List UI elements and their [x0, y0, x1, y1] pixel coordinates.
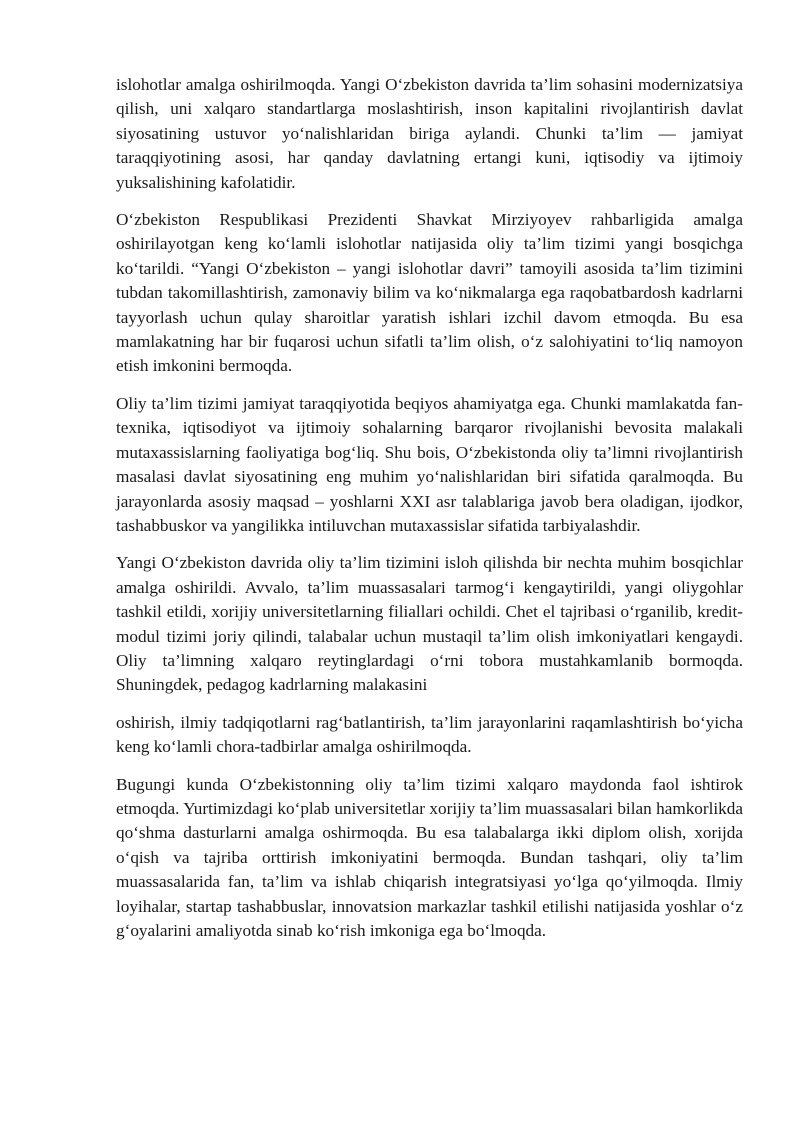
paragraph-1: islohotlar amalga oshirilmoqda. Yangi O‘zbekiston davrida ta’lim sohasini modernizatsiya qilish, uni xalqaro standartlarga moslashtirish, inson kapitalini rivojlantirish davlat siyosatining ustuvor yo‘nalishlaridan biriga aylandi. Chunki ta’lim — jamiyat taraqqiyotining asosi, har qanday davlatning ertangi kuni, iqtisodiy va ijtimoiy yuksalishining kafolatidir.	[116, 75, 743, 192]
document-body	[116, 73, 743, 956]
paragraph-5: oshirish, ilmiy tadqiqotlarni rag‘batlantirish, ta’lim jarayonlarini raqamlashtirish bo‘yicha keng ko‘lamli chora-tadbirlar amalga oshirilmoqda.	[116, 712, 743, 757]
paragraph-4: Yangi O‘zbekiston davrida oliy ta’lim tizimini isloh qilishda bir nechta muhim bosqichlar amalga oshirildi. Avvalo, ta’lim muassasalari tarmog‘i kengaytirildi, yangi oliygohlar tashkil etildi, xorijiy universitetlarning filiallari ochildi. Chet el tajribasi o‘rganilib, kredit-modul tizimi joriy qilindi, talabalar uchun mustaqil ta’lim olish imkoniyatlari kengaydi. Oliy ta’limning xalqaro reytinglardagi o‘rni tobora mustahkamlanib bormoqda. Shuningdek, pedagog kadrlarning malakasini	[116, 553, 743, 695]
paragraph-2: O‘zbekiston Respublikasi Prezidenti Shavkat Mirziyoyev rahbarligida amalga oshirilayotgan keng ko‘lamli islohotlar natijasida oliy ta’lim tizimi yangi bosqichga ko‘tarildi. “Yangi O‘zbekiston – yangi islohotlar davri” tamoyili asosida ta’lim tizimini tubdan takomillashtirish, zamonaviy bilim va ko‘nikmalarga ega raqobatbardosh kadrlarni tayyorlash uchun qulay sharoitlar yaratish ishlari izchil davom etmoqda. Bu esa mamlakatning har bir fuqarosi uchun sifatli ta’lim olish, o‘z salohiyatini to‘liq namoyon etish imkonini bermoqda.	[116, 210, 743, 376]
paragraph-6: Bugungi kunda O‘zbekistonning oliy ta’lim tizimi xalqaro maydonda faol ishtirok etmoqda. Yurtimizdagi ko‘plab universitetlar xorijiy ta’lim muassasalari bilan hamkorlikda qo‘shma dasturlarni amalga oshirmoqda. Bu esa talabalarga ikki diplom olish, xorijda o‘qish va tajriba orttirish imkoniyatini bermoqda. Bundan tashqari, oliy ta’lim muassasalarida fan, ta’lim va ishlab chiqarish integratsiyasi yo‘lga qo‘yilmoqda. Ilmiy loyihalar, startap tashabbuslar, innovatsion markazlar tashkil etilishi natijasida yoshlar o‘z g‘oyalarini amaliyotda sinab ko‘rish imkoniga ega bo‘lmoqda.	[116, 774, 743, 940]
paragraph-3: Oliy ta’lim tizimi jamiyat taraqqiyotida beqiyos ahamiyatga ega. Chunki mamlakatda fan-texnika, iqtisodiyot va ijtimoiy sohalarning barqaror rivojlanishi bevosita malakali mutaxassislarning faoliyatiga bog‘liq. Shu bois, O‘zbekistonda oliy ta’limni rivojlantirish masalasi davlat siyosatining eng muhim yo‘nalishlaridan biri sifatida qaralmoqda. Bu jarayonlarda asosiy maqsad – yoshlarni XXI asr talablariga javob bera oladigan, ijodkor, tashabbuskor va yangilikka intiluvchan mutaxassislar sifatida tarbiyalashdir.	[116, 393, 743, 535]
